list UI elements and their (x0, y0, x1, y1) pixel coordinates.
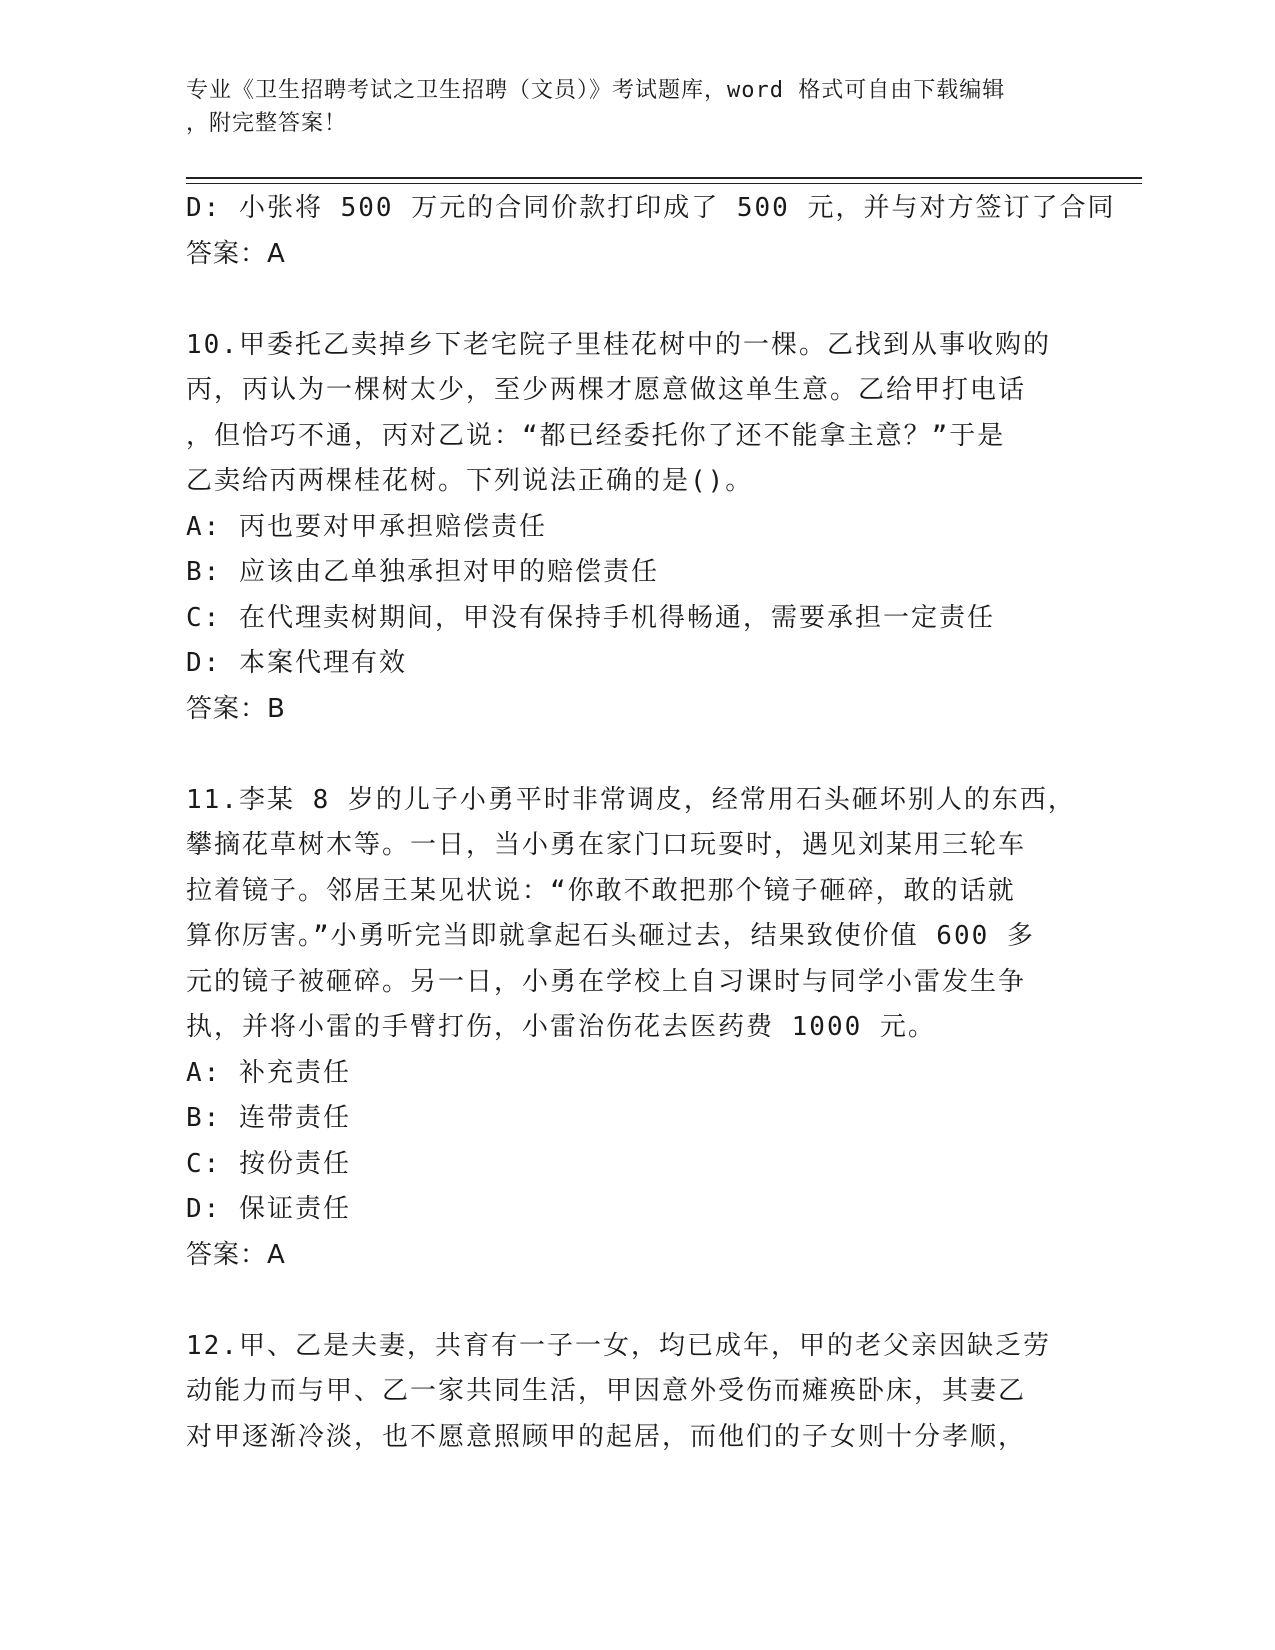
question-12-line: 动能力而与甲、乙一家共同生活，甲因意外受伤而瘫痪卧床，其妻乙 (186, 1376, 1027, 1406)
question-10-line: ，但恰巧不通，丙对乙说：“都已经委托你了还不能拿主意？”于是 (186, 420, 1006, 451)
question-11-option-b: B: 连带责任 (186, 1103, 351, 1133)
question-10-option-a: A: 丙也要对甲承担赔偿责任 (186, 511, 547, 542)
question-10 (186, 323, 1086, 733)
question-10-line: 乙卖给丙两棵桂花树。下列说法正确的是()。 (186, 466, 754, 496)
header-divider-thick (186, 177, 1142, 179)
header-line-1: 专业《卫生招聘考试之卫生招聘（文员）》考试题库，word 格式可自由下载编辑 (186, 78, 1006, 103)
question-11-answer: 答案：A (186, 1239, 286, 1270)
question-11-line: 攀摘花草树木等。一日，当小勇在家门口玩耍时，遇见刘某用三轮车 (186, 830, 1027, 860)
question-11-line: 11.李某 8 岁的儿子小勇平时非常调皮，经常用石头砸坏别人的东西， (186, 784, 1076, 815)
question-11 (186, 778, 1086, 1279)
spacer (186, 1278, 1086, 1324)
question-11-line: 执，并将小雷的手臂打伤，小雷治伤花去医药费 1000 元。 (186, 1012, 936, 1042)
question-10-option-d: D: 本案代理有效 (186, 648, 407, 678)
question-10-option-b: B: 应该由乙单独承担对甲的赔偿责任 (186, 557, 659, 587)
prev-answer: 答案：A (186, 238, 286, 269)
question-10-line: 丙，丙认为一棵树太少，至少两棵才愿意做这单生意。乙给甲打电话 (186, 375, 1027, 405)
question-12 (186, 1324, 1086, 1461)
question-11-option-a: A: 补充责任 (186, 1057, 351, 1088)
question-11-line: 算你厉害。”小勇听完当即就拿起石头砸过去，结果致使价值 600 多 (186, 921, 1035, 951)
question-content (186, 186, 1116, 1460)
header-divider-thin (186, 183, 1142, 184)
question-10-line: 10.甲委托乙卖掉乡下老宅院子里桂花树中的一棵。乙找到从事收购的 (186, 329, 1051, 360)
prev-option-d: D: 小张将 500 万元的合同价款打印成了 500 元，并与对方签订了合同 (186, 193, 1116, 223)
question-10-answer: 答案：B (186, 693, 286, 724)
question-11-line: 拉着镜子。邻居王某见状说：“你敢不敢把那个镜子砸碎，敢的话就 (186, 875, 1016, 906)
question-11-option-c: C: 按份责任 (186, 1148, 351, 1179)
spacer (186, 277, 1086, 323)
question-11-option-d: D: 保证责任 (186, 1194, 351, 1224)
spacer (186, 732, 1086, 778)
question-11-line: 元的镜子被砸碎。另一日，小勇在学校上自习课时与同学小雷发生争 (186, 966, 1027, 997)
document-header (186, 74, 1066, 140)
header-line-2: ，附完整答案！ (186, 111, 348, 136)
question-12-line: 12.甲、乙是夫妻，共育有一子一女，均已成年，甲的老父亲因缺乏劳 (186, 1330, 1051, 1361)
question-10-option-c: C: 在代理卖树期间，甲没有保持手机得畅通，需要承担一定责任 (186, 602, 995, 633)
question-12-line: 对甲逐渐冷淡，也不愿意照顾甲的起居，而他们的子女则十分孝顺， (186, 1421, 1027, 1452)
